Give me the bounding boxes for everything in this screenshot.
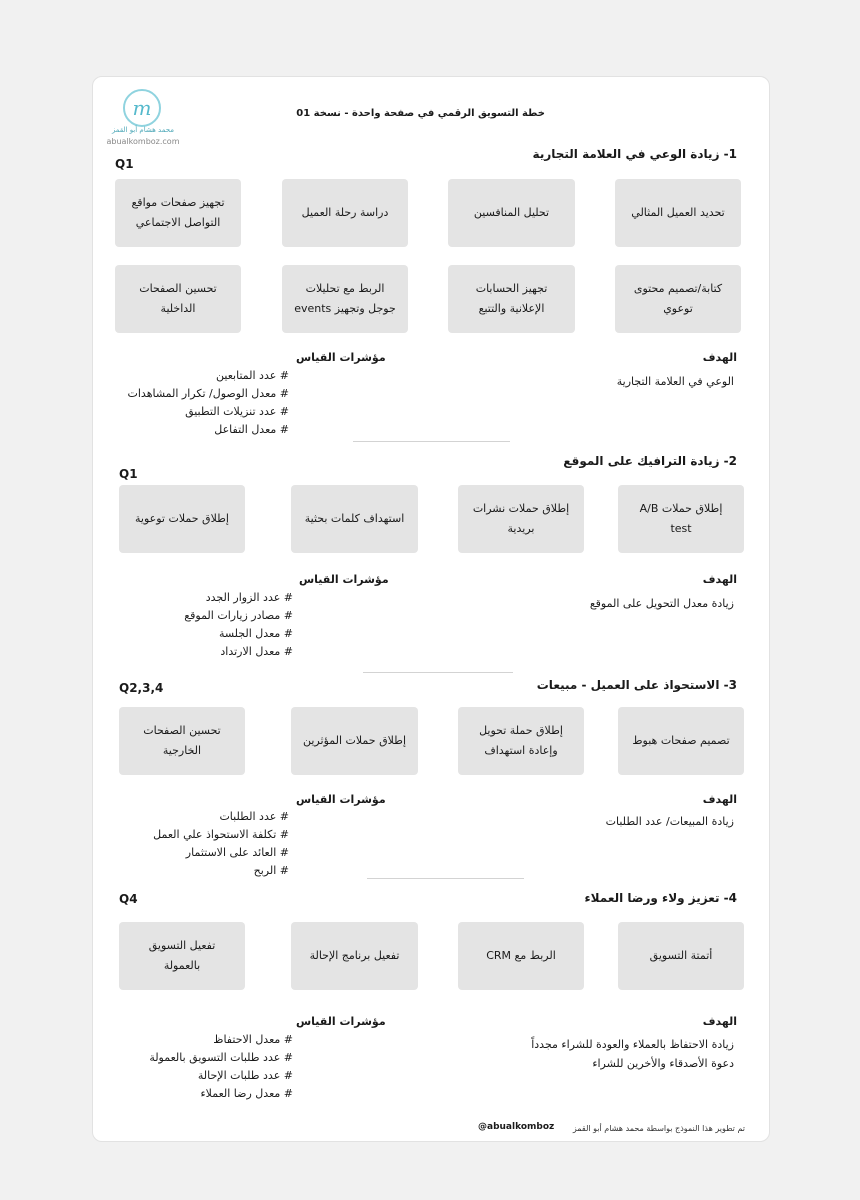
kpi-item: # معدل الاحتفاظ bbox=[213, 1033, 293, 1046]
section-2-goal-line-1: زيادة معدل التحويل على الموقع bbox=[589, 597, 734, 610]
section-3-kpi-heading: مؤشرات القياس bbox=[296, 793, 386, 806]
section-4-quarter: Q4 bbox=[119, 892, 138, 906]
section-3-card-4: تحسين الصفحات الخارجية bbox=[119, 707, 245, 775]
kpi-item: # عدد الطلبات bbox=[219, 810, 289, 823]
section-3-kpi-list bbox=[153, 808, 289, 880]
kpi-item: # الربح bbox=[253, 864, 289, 877]
goal-line: دعوة الأصدقاء والأخرين للشراء bbox=[592, 1057, 734, 1070]
logo-url: abualkomboz.com bbox=[106, 137, 180, 146]
footer-handle: @abualkomboz bbox=[478, 1122, 555, 1132]
section-2-title: 2- زيادة الترافيك على الموقع bbox=[563, 454, 737, 468]
section-2-quarter: Q1 bbox=[119, 467, 138, 481]
kpi-item: # معدل التفاعل bbox=[214, 423, 289, 436]
section-3-card-1: تصميم صفحات هبوط bbox=[618, 707, 744, 775]
section-2-card-3: استهداف كلمات بحثية bbox=[291, 485, 418, 553]
section-2-card-2: إطلاق حملات نشرات بريدية bbox=[458, 485, 584, 553]
section-1-quarter: Q1 bbox=[115, 157, 134, 171]
section-1-card-4: تجهيز صفحات مواقع التواصل الاجتماعي bbox=[115, 179, 241, 247]
kpi-item: # مصادر زيارات الموقع bbox=[184, 609, 293, 622]
section-1-card-1: تحديد العميل المثالي bbox=[615, 179, 741, 247]
section-1-goal-heading: الهدف bbox=[702, 351, 737, 364]
footer-credit: تم تطوير هذا النموذج بواسطة محمد هشام أبو القمز bbox=[572, 1124, 745, 1133]
logo-name: محمد هشام أبو القمز bbox=[111, 126, 175, 134]
section-2-card-4: إطلاق حملات توعوية bbox=[119, 485, 245, 553]
kpi-item: # عدد تنزيلات التطبيق bbox=[185, 405, 289, 418]
section-3-goal-line-1: زيادة المبيعات/ عدد الطلبات bbox=[605, 815, 734, 828]
section-2-goal-heading: الهدف bbox=[702, 573, 737, 586]
section-1-card-5: كتابة/تصميم محتوى توعوي bbox=[615, 265, 741, 333]
section-1-goal-line-1: الوعي في العلامة التجارية bbox=[616, 375, 734, 388]
section-1-kpi-list bbox=[128, 367, 289, 439]
section-2-kpi-heading: مؤشرات القياس bbox=[299, 573, 389, 586]
section-4-title: 4- تعزيز ولاء ورضا العملاء bbox=[584, 891, 737, 905]
section-3-card-2: إطلاق حملة تحويل وإعادة استهداف bbox=[458, 707, 584, 775]
section-4-kpi-list bbox=[149, 1031, 293, 1103]
section-1-card-8: تحسين الصفحات الداخلية bbox=[115, 265, 241, 333]
kpi-item: # تكلفة الاستحواذ علي العمل bbox=[153, 828, 289, 841]
section-1-card-3: دراسة رحلة العميل bbox=[282, 179, 408, 247]
section-4-card-2: الربط مع CRM bbox=[458, 922, 584, 990]
section-4-card-1: أتمتة التسويق bbox=[618, 922, 744, 990]
section-4-goal-heading: الهدف bbox=[702, 1015, 737, 1028]
section-divider bbox=[363, 672, 513, 673]
kpi-item: # معدل رضا العملاء bbox=[200, 1087, 293, 1100]
section-1-kpi-heading: مؤشرات القياس bbox=[296, 351, 386, 364]
section-4-goal-lines bbox=[531, 1035, 734, 1073]
kpi-item: # عدد طلبات التسويق بالعمولة bbox=[149, 1051, 293, 1064]
section-1-card-7: الربط مع تحليلات جوجل وتجهيز events bbox=[282, 265, 408, 333]
section-1-card-2: تحليل المنافسين bbox=[448, 179, 575, 247]
goal-line: زيادة الاحتفاظ بالعملاء والعودة للشراء مجدداً bbox=[531, 1038, 734, 1051]
kpi-item: # عدد الزوار الجدد bbox=[205, 591, 293, 604]
section-3-quarter: Q2,3,4 bbox=[119, 681, 164, 695]
kpi-item: # عدد طلبات الإحالة bbox=[197, 1069, 293, 1082]
section-divider bbox=[367, 878, 524, 879]
section-3-goal-heading: الهدف bbox=[702, 793, 737, 806]
section-2-card-1: إطلاق حملات A/B test bbox=[618, 485, 744, 553]
section-4-card-4: تفعيل التسويق بالعمولة bbox=[119, 922, 245, 990]
page-title: خطة التسويق الرقمي في صفحة واحدة - نسخة 01 bbox=[296, 108, 545, 119]
kpi-item: # عدد المتابعين bbox=[216, 369, 289, 382]
section-1-title: 1- زيادة الوعي في العلامة التجارية bbox=[532, 147, 737, 161]
section-3-card-3: إطلاق حملات المؤثرين bbox=[291, 707, 418, 775]
section-4-card-3: تفعيل برنامج الإحالة bbox=[291, 922, 418, 990]
kpi-item: # معدل الارتداد bbox=[220, 645, 293, 658]
section-1-card-6: تجهيز الحسابات الإعلانية والتتبع bbox=[448, 265, 575, 333]
section-divider bbox=[353, 441, 510, 442]
kpi-item: # معدل الجلسة bbox=[218, 627, 293, 640]
plan-page bbox=[92, 76, 770, 1142]
section-4-kpi-heading: مؤشرات القياس bbox=[296, 1015, 386, 1028]
logo-icon: m bbox=[123, 89, 161, 127]
section-2-kpi-list bbox=[184, 589, 293, 661]
kpi-item: # معدل الوصول/ تكرار المشاهدات bbox=[127, 387, 289, 400]
kpi-item: # العائد على الاستثمار bbox=[185, 846, 289, 859]
section-3-title: 3- الاستحواذ على العميل - مبيعات bbox=[536, 678, 737, 692]
